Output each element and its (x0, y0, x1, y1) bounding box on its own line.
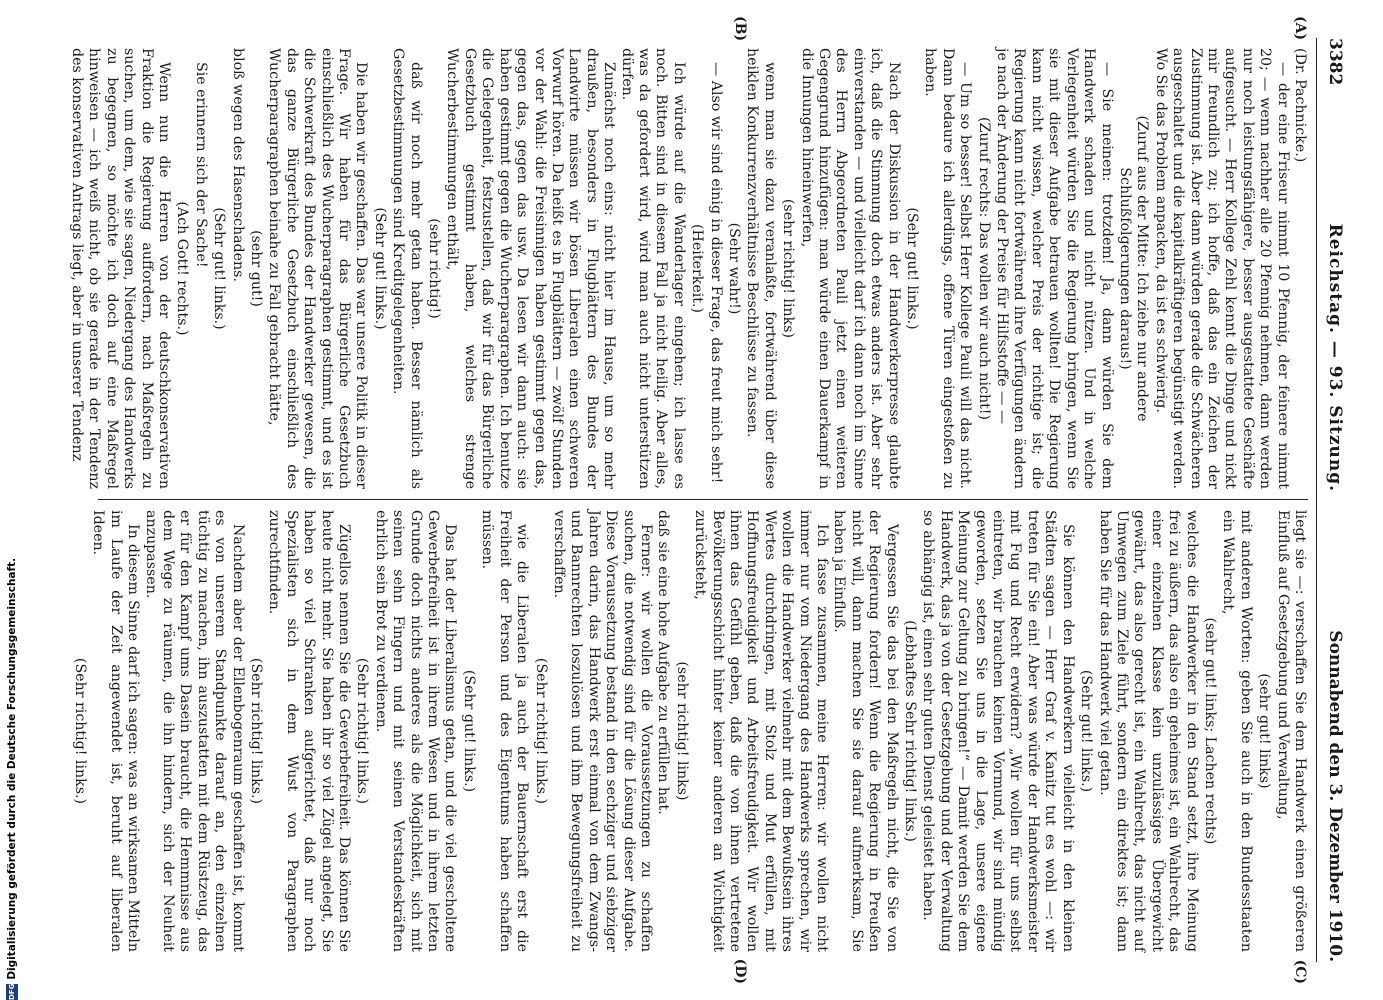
interjection: (Sehr richtig! links.) (71, 657, 88, 805)
paragraph: daß wir noch mehr getan haben. Besser nämlich als Gesetzbestimmungen sind Kreditgelegenheiten. (390, 48, 424, 489)
interjection: (Sehr richtig! links.) (532, 657, 549, 805)
paragraph: Nachdem aber der Ellenbogenraum geschaffen ist, kommt es von unserem Standpunkte darauf an, den einzelnen tüchtig zu machen, ihn auszustatten mit dem Rüstzeug, das er für den Kampf ums Dasein braucht, die Hemmnisse aus dem Wege zu räumen, die ihn hindern, sich der Neuheit anzupassen. (142, 510, 246, 952)
interjection: (Zuruf aus der Mitte: Ich ziehe nur andere Schlußfolgerungen daraus!) (1116, 115, 1151, 422)
paragraph: Wenn nun die Herren von der deutschkonservativen Fraktion die Regierung auffordern, nach Maßregeln zu suchen, um dem, wie sie sagen, Niedergang des Handwerks zu begegnen, so möchte ich doch auf eine Maßregel hinweisen — ich weiß nicht, ob sie gerade in der Tendenz des konservativen Antrags liegt, aber in unserer Tendenz (68, 48, 172, 489)
interjection: (sehr gut! links) (1256, 673, 1273, 789)
dfg-logo: DFG (8, 983, 16, 1000)
funding-note: Digitalisierung gefördert durch die Deutsche Forschungsgemeinschaft. (6, 557, 18, 980)
paragraph: Die haben wir geschaffen. Das war unsere Politik in dieser Frage. Wir haben für das Bürgerliche Gesetzbuch einschließlich des Wucherparagraphen gestimmt, und es ist die Schwerkraft des Bundes der Handwerker gewesen, die das ganze Bürgerliche Gesetzbuch einschließlich des Wucherparagraphen beinahe zu Fall gebracht hätte, (266, 48, 370, 489)
interjection: (Zuruf rechts: Das wollen wir auch nicht!) (975, 116, 992, 421)
interjection: (sehr gut!) (248, 230, 265, 307)
paragraph: — der eine Friseur nimmt 10 Pfennig, der feinere nimmt 20; — wenn nachher alle 20 Pfennig nehmen, dann werden nur noch leistungsfähigere, besser ausgestattete Geschäfte aufgesucht. — Herr Kollege Zehl kennt die Dinge und nickt mir freundlich zu; ich hoffe, daß das ein Zeichen der Zustimmung ist. Aber dann würden gerade die Schwächeren ausgeschaltet und die kapitalkräftigeren begünstigt werden. Wo Sie das Problem anpacken, da ist es schwierig. (1152, 48, 1291, 489)
interjection: (sehr richtig!) (426, 218, 443, 319)
paragraph: — Also wir sind einig in dieser Frage, das freut mich sehr! (707, 62, 724, 484)
margin-marker-d: (D) (732, 958, 748, 984)
interjection: (Lebhaftes Sehr richtig! links.) (902, 620, 919, 842)
paragraph: liegt sie —: verschaffen Sie dem Handwerk einen größeren Einfluß auf Gesetzgebung und Verwaltung, (1274, 510, 1308, 952)
paragraph: Ich fasse zusammen, meine Herren: wir wollen nicht immer nur vom Niedergang des Handwerks sprechen, wir wollen die Handwerker vielmehr mit dem Bewußtsein ihres Wertes durchdringen, mit Stolz und Mut erfüllen, mit Hoffnungsfreudigkeit und Arbeitsfreudigkeit. Wir wollen ihnen das Gefühl geben, daß die von ihnen vertretene Bevölkerungsschicht hinter keiner anderen an Wichtigkeit zurücksteht, (692, 510, 831, 952)
paragraph: — Um so besser! Selbst Herr Kollege Pauli will das nicht. Dann bedaure ich allerdings, offene Türen eingestoßen zu haben. (922, 48, 974, 489)
interjection: (Ach Gott! rechts.) (174, 201, 191, 336)
paragraph: mit anderen Worten: geben Sie auch in den Bundesstaaten ein Wahlrecht, (1220, 510, 1254, 952)
interjection: (Sehr gut! links.) (211, 207, 228, 330)
paragraph: Vergessen Sie das bei den Maßregeln nicht, die Sie von der Regierung fordern! Wenn die Regierung in Preußen nicht will, dann machen Sie sie darauf aufmerksam, Sie haben ja Einfluß. (831, 510, 900, 952)
paragraph: bloß wegen des Hasenschadens. (229, 48, 246, 282)
paragraph: Zügellos nennen Sie die Gewerbefreiheit. Das können Sie heute nicht mehr. Sie haben ihr so viel Zügel angelegt, Sie haben so viel Schranken aufgerichtet, daß nur noch Spezialisten sich in dem Wust von Paragraphen zurechtfinden. (266, 510, 353, 952)
interjection: (sehr richtig! links) (780, 198, 797, 339)
right-text-column (71, 500, 1308, 962)
margin-marker-b: (B) (732, 16, 748, 42)
margin-marker-c: (C) (1292, 959, 1308, 984)
interjection: (Sehr wahr!) (726, 222, 742, 315)
paragraph: wenn man sie dazu veranlaßte, fortwährend über diese heiklen Konkurrenzverhältnisse Beschlüsse zu fassen. (744, 48, 778, 489)
paragraph: (Dr. Pachnicke.) (1292, 48, 1308, 163)
left-text-column (68, 38, 1308, 500)
paragraph: Sie können den Handwerkern vielleicht in den kleinen Städten sagen — Herr Graf v. Kanitz tut es wohl —: wir treten für Sie ein! Aber was würde der Handwerksmeister mit Fug und Recht erwidern? „Wir wollen für uns selbst eintreten, wir brauchen keinen Vormund, wir sind mündig geworden, setzen Sie uns in die Lage, unsere eigene Meinung zur Geltung zu bringen!“ — Damit werden Sie dem Handwerk, das ja von der Gesetzgebung und der Verwaltung so abhängig ist, einen sehr guten Dienst geleistet haben. (920, 510, 1076, 952)
paragraph: Das hat der Liberalismus getan, und die viel gescholtene Gewerbefreiheit ist in ihrem Wesen und in ihrem letzten Grunde doch nichts anderes als die Möglichkeit, sich mit seinen sehn Fingern und mit seinen Verstandeskräften ehrlich sein Brot zu verdienen. (372, 510, 459, 952)
interjection: (Sehr gut! links.) (904, 207, 921, 330)
paragraph: In diesem Sinne darf ich sagen: was an wirksamen Mitteln im Laufe der Zeit angewendet ist, beruht auf liberalen Ideen. (90, 510, 142, 952)
interjection: (Sehr gut! links.) (1078, 669, 1095, 793)
paragraph: welches die Handwerker in den Stand setzt, ihre Meinung frei zu äußern, das also ein geheimes ist, ein Wahlrecht, das einer einzelnen Klasse kein unzulässiges Übergewicht gewährt, das also gerecht ist, ein Wahlrecht, das nicht auf Umwegen zum Ziele führt, sondern ein direktes ist; dann haben Sie für das Handwerk viel getan. (1096, 510, 1200, 952)
paragraph: Ferner: wir wollen die Voraussetzungen zu schaffen suchen, die notwendig sind für die Lösung dieser Aufgabe. Diese Voraussetzung bestand in den sechziger und siebziger Jahren darin, das Handwerk erst einmal von dem Zwangs- und Bannrechten loszulösen und ihm Bewegungsfreiheit zu verschaffen. (550, 510, 654, 952)
header-title: Reichstag. — 93. Sitzung. (1325, 223, 1345, 493)
paragraph: — Sie meinen: trotzdem! Ja, dann würden Sie dem Handwerk schaden und nicht nützen. Und in welche Verlegenheit würden Sie die Regierung bringen, wenn Sie sie mit dieser Aufgabe betrauen wollten! Die Regierung kann nicht wissen, welcher Preis der richtige ist; die Regierung kann nicht fortwährend ihre Verfügungen ändern je nach der Änderung der Preise für Hilfsstoffe — — (994, 48, 1115, 489)
page-header (1316, 38, 1345, 962)
paragraph: Ich würde auf die Wanderlager eingehen; ich lasse es noch. Bitten sind in diesem Fall ja nicht heilig. Aber alles, was da gefordert wird, wird man auch nicht unterstützen dürfen. (618, 48, 687, 489)
text-columns (68, 16, 1308, 984)
paragraph: daß sie eine hohe Aufgabe zu erfüllen hat. (655, 510, 672, 815)
page-number: 3382 (1325, 38, 1345, 86)
paragraph: Nach der Diskussion in der Handwerkerpresse glaubte ich, daß die Stimmung doch etwas anders ist. Aber sehr einverstanden — und vielleicht darf ich dann noch im Sinne des Herrn Abgeordneten Pauli jetzt einen weiteren Gegengrund hinzufügen: man würde einen Dauerkampf in die Innungen hineinwerfen, (798, 48, 902, 489)
paragraph: Zunächst noch eins: nicht hier im Hause, um so mehr draußen, besonders in Flugblättern des Bundes der Landwirte müssen wir bösen Liberalen einen schweren Vorwurf hören. Da heißt es in Flugblättern — zwölf Stunden vor der Wahl: die Freisinnigen haben gestimmt gegen das, gegen das, gegen das usw. Da lesen wir dann auch: sie haben gestimmt gegen die Wucherparagraphen. Ich benutze die Gelegenheit, festzustellen, daß wir für das Bürgerliche Gesetzbuch gestimmt haben, welches strenge Wucherbestimmungen enthält, (444, 48, 618, 489)
interjection: (sehr richtig! links) (673, 661, 690, 801)
interjection: (Sehr gut! links.) (371, 207, 388, 330)
interjection: (Heiterkeit.) (689, 224, 706, 313)
header-date: Sonnabend den 3. Dezember 1910. (1325, 630, 1345, 962)
rotated-document-page (68, 16, 1345, 984)
paragraph: wie die Liberalen ja auch der Bauernschaft erst die Freiheit der Person und des Eigentums haben schaffen müssen. (479, 510, 531, 952)
digitization-footer (2, 557, 22, 1000)
interjection: (Sehr richtig! links.) (354, 657, 371, 805)
paragraph: Sie erinnern sich der Sache! (192, 62, 209, 268)
interjection: (sehr gut! links; Lachen rechts) (1201, 617, 1218, 845)
interjection: (Sehr gut! links.) (460, 669, 477, 793)
interjection: (Sehr richtig! links.) (248, 657, 265, 805)
margin-marker-a: (A) (1292, 16, 1308, 41)
